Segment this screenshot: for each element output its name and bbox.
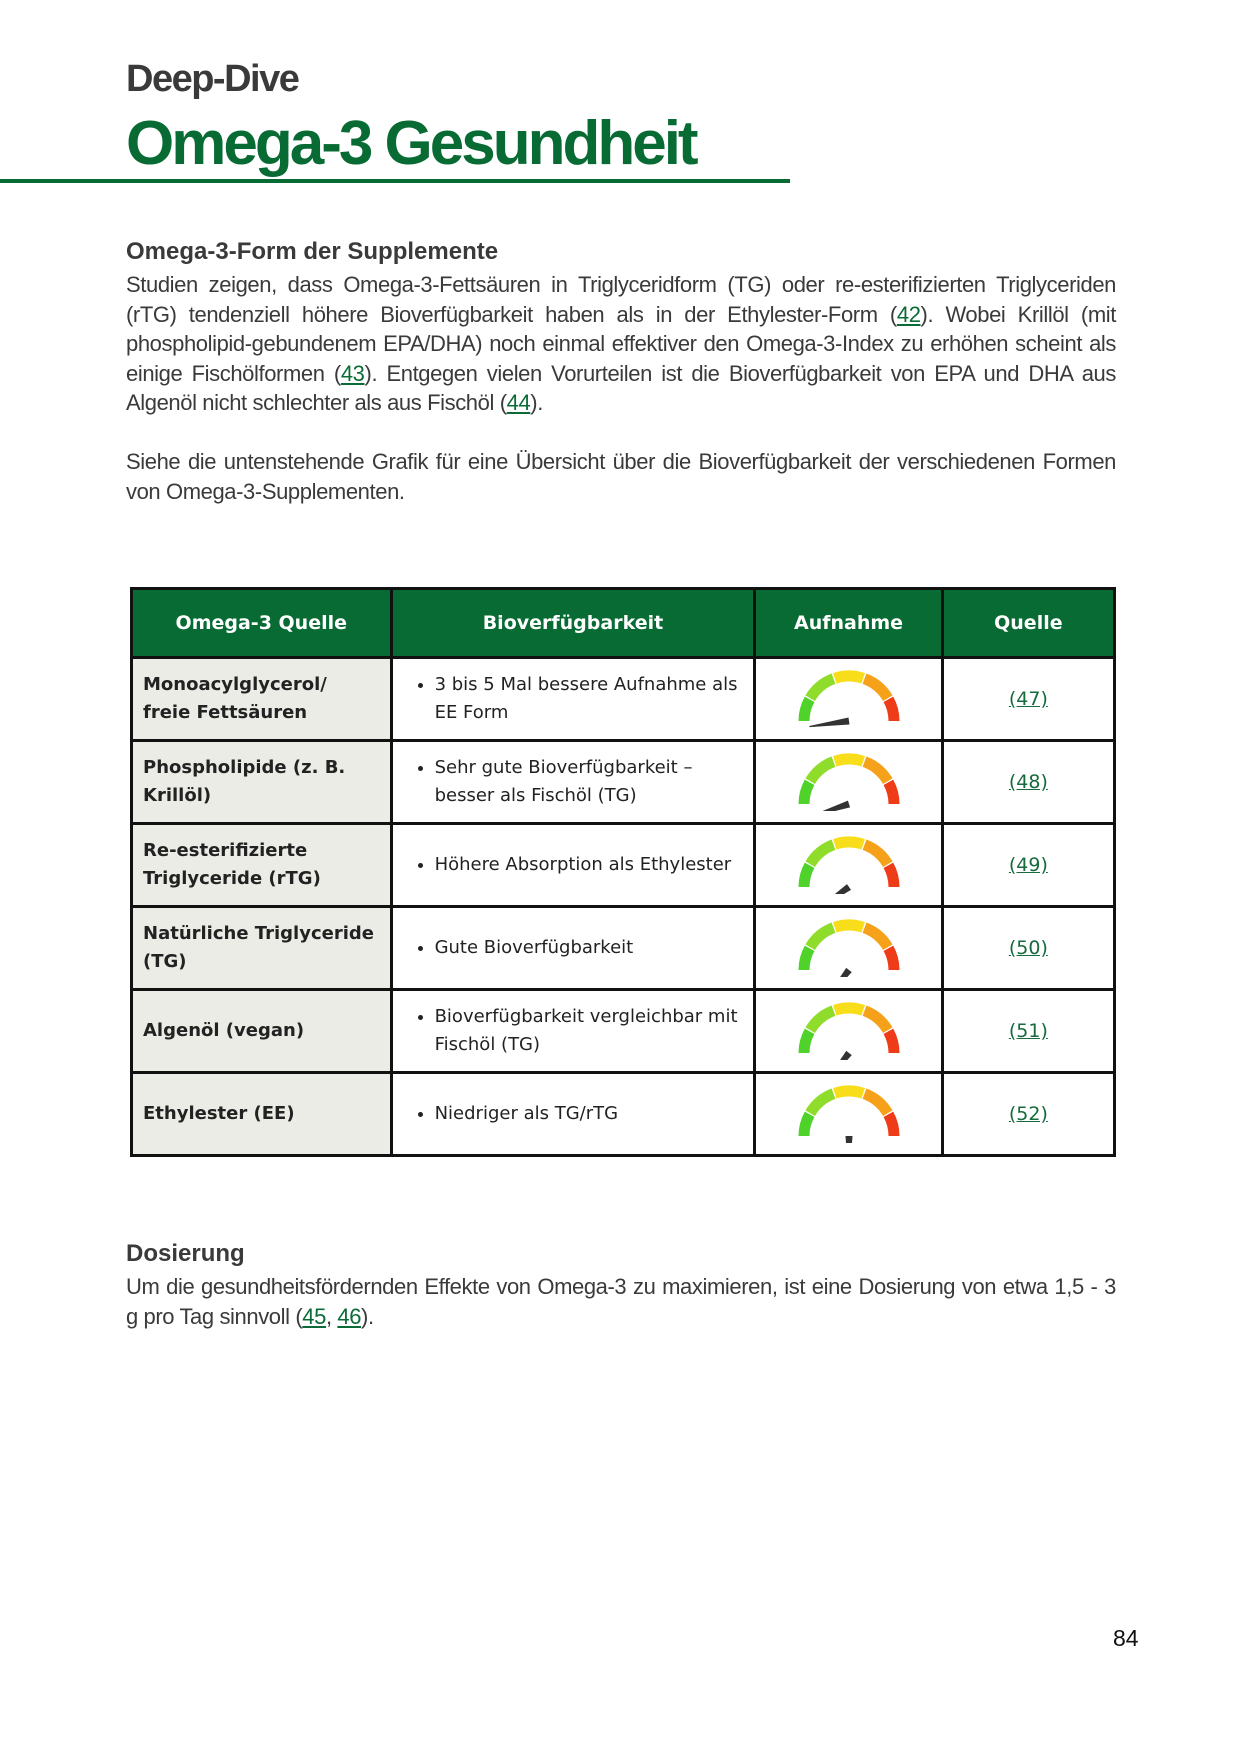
omega3-source-cell: Natürliche Triglyceride (TG) <box>132 907 392 990</box>
gauge-icon <box>794 915 904 977</box>
table-row <box>132 1073 1115 1156</box>
table-row <box>132 658 1115 741</box>
bioavailability-cell <box>391 658 755 741</box>
bioavailability-cell <box>391 990 755 1073</box>
table-row <box>132 907 1115 990</box>
gauge-icon <box>794 666 904 728</box>
absorption-cell <box>755 741 942 824</box>
citation-link[interactable]: (52) <box>1008 1103 1048 1125</box>
bioavailability-cell <box>391 1073 755 1156</box>
section-heading-forms: Omega-3-Form der Supplemente <box>126 238 499 265</box>
column-header: Aufnahme <box>755 589 942 658</box>
bioavailability-bullet: • Höhere Absorption als Ethylester <box>435 851 744 879</box>
bioavailability-bullet: • Gute Bioverfügbarkeit <box>435 934 744 962</box>
reference-cell <box>942 741 1114 824</box>
bioavailability-cell <box>391 824 755 907</box>
bioavailability-bullet: • Bioverfügbarkeit vergleichbar mit Fischöl (TG) <box>435 1003 744 1059</box>
omega3-source-cell: Phospholipide (z. B. Krillöl) <box>132 741 392 824</box>
table-row <box>132 741 1115 824</box>
omega3-source-cell: Monoacylglycerol/ freie Fettsäuren <box>132 658 392 741</box>
citation-link[interactable]: 43 <box>340 360 365 386</box>
paragraph-graphic-intro: Siehe die untenstehende Grafik für eine Übersicht über die Bioverfügbarkeit der verschiedenen Formen von Omega-3-Supplementen. <box>126 449 1116 504</box>
paragraph-forms: Studien zeigen, dass Omega-3-Fettsäuren in Triglyceridform (TG) oder re-esterifizierten Triglyceriden (rTG) tendenziell höhere Bioverfügbarkeit haben als in der Ethylester-Form (42). Wobei Krillöl (mit phospholipid-gebundenem EPA/DHA) noch einmal effektiver den Omega-3-Index zu erhöhen scheint als einige Fischölformen (43). Entgegen vielen Vorurteilen ist die Bioverfügbarkeit von EPA und DHA aus Algenöl nicht schlechter als aus Fischöl (44). <box>126 272 1116 415</box>
bioavailability-bullet: • Niedriger als TG/rTG <box>435 1100 744 1128</box>
absorption-cell <box>755 907 942 990</box>
absorption-cell <box>755 1073 942 1156</box>
absorption-cell <box>755 824 942 907</box>
reference-cell <box>942 824 1114 907</box>
gauge-icon <box>794 998 904 1060</box>
column-header: Quelle <box>942 589 1114 658</box>
absorption-cell <box>755 990 942 1073</box>
citation-link[interactable]: (49) <box>1008 854 1048 876</box>
bioavailability-bullet: • Sehr gute Bioverfügbarkeit – besser als Fischöl (TG) <box>435 754 744 810</box>
reference-cell <box>942 907 1114 990</box>
paragraph-dosage <box>126 1272 1116 1331</box>
citation-link[interactable]: (51) <box>1008 1020 1048 1042</box>
text: . <box>537 390 543 415</box>
omega3-forms-table <box>130 587 1116 1157</box>
bioavailability-cell <box>391 907 755 990</box>
table-row <box>132 990 1115 1073</box>
omega3-source-cell: Re-esterifizierte Triglyceride (rTG) <box>132 824 392 907</box>
table-header-row <box>132 589 1115 658</box>
reference-cell <box>942 658 1114 741</box>
gauge-icon <box>794 832 904 894</box>
table-row <box>132 824 1115 907</box>
text: ). <box>361 1303 374 1329</box>
bioavailability-cell <box>391 741 755 824</box>
omega3-source-cell: Ethylester (EE) <box>132 1073 392 1156</box>
gauge-icon <box>794 749 904 811</box>
page-title: Omega-3 Gesundheit <box>126 109 696 178</box>
gauge-icon <box>794 1081 904 1143</box>
kicker-title: Deep-Dive <box>126 58 299 100</box>
page-number: 84 <box>1113 1625 1139 1651</box>
text: Um die gesundheitsfördernden Effekte von Omega-3 zu maximieren, ist eine Dosierung von etwa 1,5 - 3 g pro Tag sinnvoll ( <box>126 1274 1116 1329</box>
citation-link[interactable]: (48) <box>1008 771 1048 793</box>
text: . Wobei Krillöl (mit phospholipid-gebundenem EPA/DHA) noch einmal effektiver den Omega-3-Index zu erhöhen scheint als einige Fischölformen <box>126 301 1116 386</box>
text: . Entgegen vielen Vorurteilen ist die Bioverfügbarkeit von EPA und DHA aus Algenöl nicht schlechter als aus Fischöl <box>126 360 1116 415</box>
omega3-source-cell: Algenöl (vegan) <box>132 990 392 1073</box>
citation-link[interactable]: (50) <box>1008 937 1048 959</box>
column-header: Bioverfügbarkeit <box>391 589 755 658</box>
citation-link[interactable]: 42 <box>896 301 921 327</box>
column-header: Omega-3 Quelle <box>132 589 392 658</box>
citation-link[interactable]: 46 <box>337 1303 362 1329</box>
title-underline <box>0 179 790 183</box>
bioavailability-bullet: • 3 bis 5 Mal bessere Aufnahme als EE Form <box>435 671 744 727</box>
citation-link[interactable]: 45 <box>302 1303 326 1329</box>
citation-link[interactable]: (47) <box>1008 688 1048 710</box>
text: Studien zeigen, dass Omega-3-Fettsäuren in Triglyceridform (TG) oder re-esterifizierten Triglyceriden (rTG) tendenziell höhere Bioverfügbarkeit haben als in der Ethylester-Form <box>126 272 1116 327</box>
reference-cell <box>942 990 1114 1073</box>
text: , <box>325 1303 338 1329</box>
citation-link[interactable]: 44 <box>506 390 531 415</box>
reference-cell <box>942 1073 1114 1156</box>
absorption-cell <box>755 658 942 741</box>
section-heading-dosage: Dosierung <box>126 1240 245 1267</box>
